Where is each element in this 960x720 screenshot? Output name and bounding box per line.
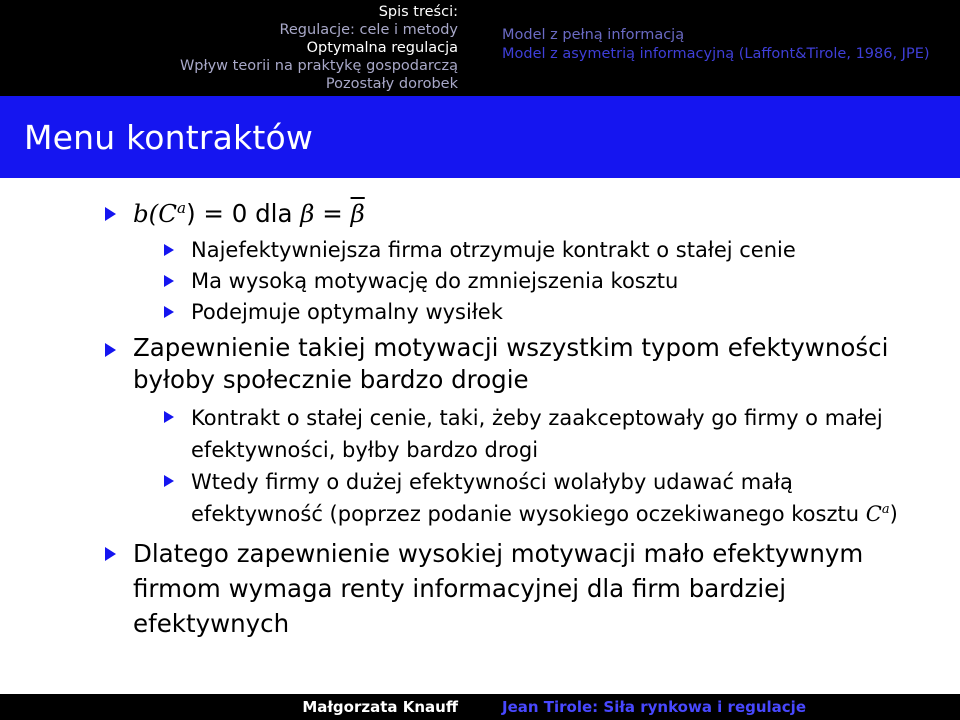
- sub-bullet-text: Kontrakt o stałej cenie, taki, żeby zaakceptowały go firmy o małej efektywności, byłby bardzo drogi: [191, 406, 883, 462]
- toc-title[interactable]: Spis treści:: [378, 4, 458, 20]
- sub-bullet-1-3: [0, 297, 960, 328]
- math-eq: =: [322, 199, 343, 228]
- sub-bullet-2-1: [0, 402, 960, 466]
- bullet-triangle-icon: [105, 547, 116, 561]
- subsection-pelna-informacja[interactable]: Model z pełną informacją: [502, 27, 685, 43]
- bullet-text: Zapewnienie takiej motywacji wszystkim typom efektywności byłoby społecznie bardzo drogie: [133, 333, 889, 394]
- math-close: ): [889, 502, 898, 526]
- toc-item-optymalna[interactable]: Optymalna regulacja: [306, 40, 458, 56]
- sub-bullet-text: Najefektywniejsza firma otrzymuje kontrakt o stałej cenie: [191, 238, 796, 262]
- sub-bullet-text: Podejmuje optymalny wysiłek: [191, 300, 503, 324]
- sub-bullet-1-1: [0, 235, 960, 266]
- bullet-triangle-icon: [164, 411, 174, 423]
- math-c: C: [865, 502, 882, 526]
- slide-content: [0, 190, 960, 641]
- toc-item-wplyw[interactable]: Wpływ teorii na praktykę gospodarczą: [179, 58, 458, 74]
- bullet-1: [0, 196, 960, 231]
- bullet-triangle-icon: [105, 343, 116, 357]
- math-lhs: b(C: [133, 199, 177, 228]
- title-bar: [0, 96, 960, 178]
- toc-item-regulacje[interactable]: Regulacje: cele i metody: [279, 22, 458, 38]
- math-mid: ) = 0 dla: [186, 199, 293, 228]
- sub-bullet-text: Wtedy firmy o dużej efektywności wolałyby udawać małą efektywność (poprzez podanie wysokiego oczekiwanego kosztu: [191, 470, 860, 526]
- slide-title: Menu kontraktów: [24, 117, 314, 157]
- math-beta: β: [300, 199, 315, 228]
- sub-bullet-2-2: [0, 466, 960, 530]
- subsection-nav: [480, 0, 960, 96]
- bullet-triangle-icon: [105, 207, 116, 221]
- toc-nav: [0, 0, 480, 96]
- sub-bullet-1-2: [0, 266, 960, 297]
- footer-talk-title: Jean Tirole: Siła rynkowa i regulacje: [502, 698, 806, 716]
- math-sup: a: [881, 502, 890, 518]
- toc-item-pozostaly[interactable]: Pozostały dorobek: [325, 76, 458, 92]
- footer-author: Małgorzata Knauff: [302, 698, 458, 716]
- math-sup: a: [177, 198, 187, 217]
- subsection-asymetria[interactable]: Model z asymetrią informacyjną (Laffont&Tirole, 1986, JPE): [502, 46, 930, 62]
- bullet-triangle-icon: [164, 244, 174, 256]
- footer-bar: [0, 694, 960, 720]
- math-ca: [866, 502, 890, 526]
- bullet-3: [0, 536, 960, 641]
- bullet-2: [0, 332, 960, 396]
- header-bar: [0, 0, 960, 96]
- bullet-triangle-icon: [164, 306, 174, 318]
- math-beta-bar: $\overline{\beta}$: [350, 199, 365, 228]
- bullet-triangle-icon: [164, 275, 174, 287]
- bullet-text: Dlatego zapewnienie wysokiej motywacji mało efektywnym firmom wymaga renty informacyjnej dla firm bardziej efektywnych: [133, 539, 864, 638]
- sub-bullet-text: Ma wysoką motywację do zmniejszenia kosztu: [191, 269, 679, 293]
- math-b-ca: [133, 199, 186, 228]
- bullet-triangle-icon: [164, 475, 174, 487]
